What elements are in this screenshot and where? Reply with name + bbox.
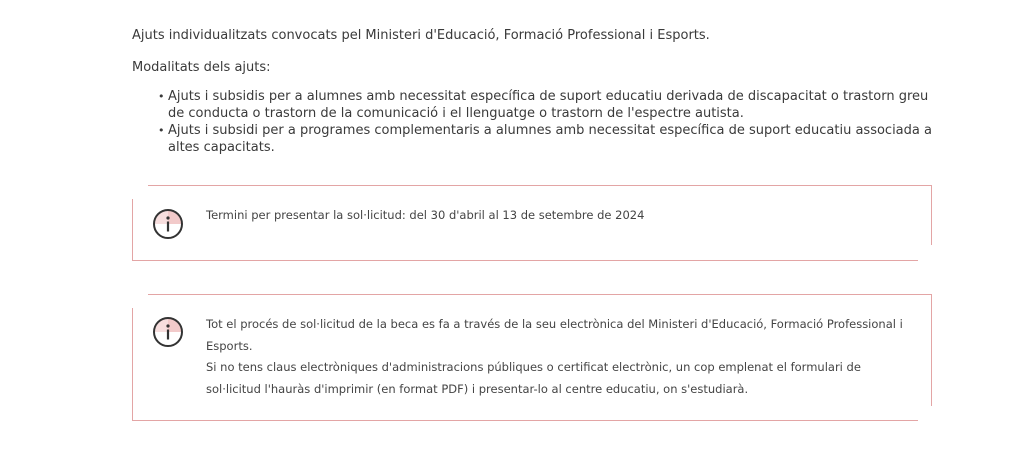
notice-border-right (931, 294, 932, 406)
notice-border-left (132, 308, 133, 421)
notice-border-bottom (132, 420, 918, 421)
process-notice (132, 294, 932, 421)
intro-text: Ajuts individualitzats convocats pel Ministeri d'Educació, Formació Professional i Esports. (132, 28, 710, 43)
info-icon (152, 208, 184, 240)
list-item: • Ajuts i subsidis per a alumnes amb necessitat específica de suport educatiu derivada de discapacitat o trastorn greu de conducta o trastorn de la comunicació i el llenguatge o trastorn de l'espectre autista. (158, 88, 938, 122)
notice-paragraph: Tot el procés de sol·licitud de la beca es fa a través de la seu electrònica del Ministeri d'Educació, Formació Professional i Esports. (206, 317, 903, 353)
modalitats-list (158, 88, 938, 156)
deadline-notice (132, 185, 932, 261)
notice-border-top (148, 185, 932, 186)
notice-paragraph: Si no tens claus electròniques d'administracions públiques o certificat electrònic, un cop emplenat el formulari de sol·licitud l'hauràs d'imprimir (en format PDF) i presentar-lo al centre educatiu, on s'estudiarà. (206, 360, 861, 396)
info-icon (152, 316, 184, 348)
notice-border-top (148, 294, 932, 295)
notice-border-left (132, 199, 133, 261)
notice-border-right (931, 185, 932, 245)
notice-text (206, 205, 918, 227)
notice-text (206, 314, 918, 400)
modalitats-heading: Modalitats dels ajuts: (132, 60, 271, 75)
notice-paragraph: Termini per presentar la sol·licitud: del 30 d'abril al 13 de setembre de 2024 (206, 208, 645, 222)
notice-border-bottom (132, 260, 918, 261)
list-item: • Ajuts i subsidi per a programes complementaris a alumnes amb necessitat específica de suport educatiu associada a altes capacitats. (158, 122, 938, 156)
